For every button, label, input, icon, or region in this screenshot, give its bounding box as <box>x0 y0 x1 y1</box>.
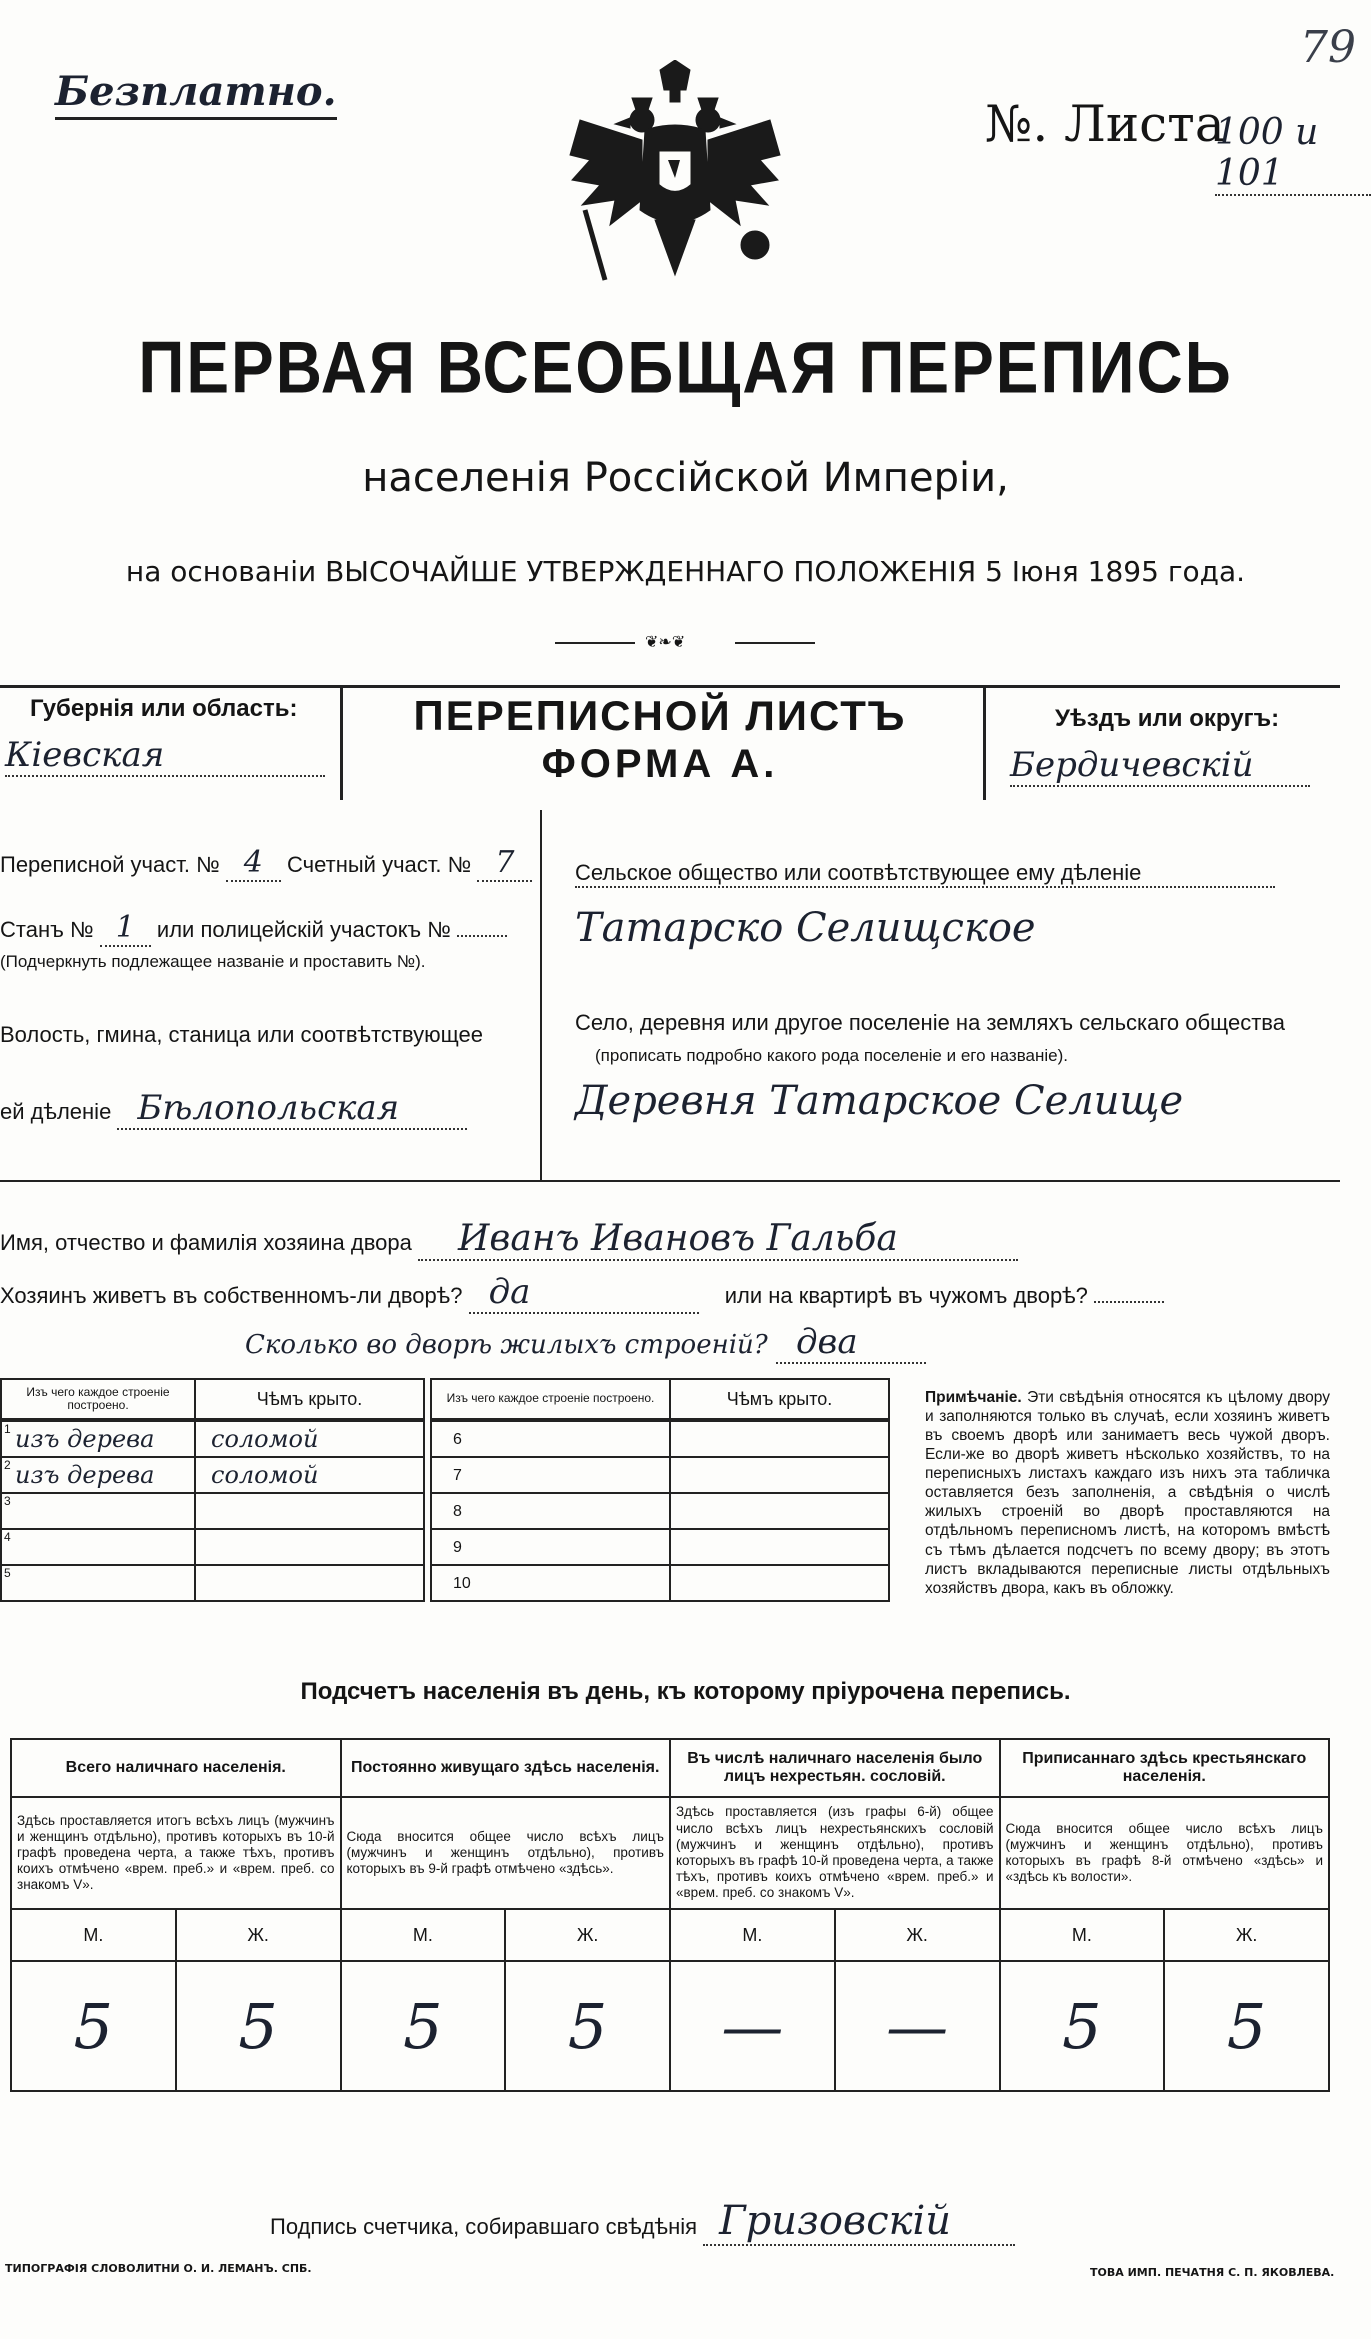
volost-value: Бѣлопольская <box>117 1088 467 1130</box>
female-count: 5 <box>505 1961 670 2091</box>
police-label: или полицейскій участокъ № <box>156 917 451 942</box>
building-row <box>1 1421 424 1457</box>
female-count: — <box>835 1961 1000 2091</box>
info-divider-vertical <box>540 810 542 1180</box>
form-name: ФОРМА А. <box>541 742 779 786</box>
printer-left: ТИПОГРАФІЯ СЛОВОЛИТНИ О. И. ЛЕМАНЪ. СПБ. <box>5 2262 312 2275</box>
building-material-cell <box>431 1529 670 1565</box>
printer-right: ТОВА ИМП. ПЕЧАТНЯ С. П. ЯКОВЛЕВА. <box>1090 2266 1335 2279</box>
census-district-value: 4 <box>226 845 281 882</box>
population-table <box>10 1738 1330 2092</box>
owner-name-label: Имя, отчество и фамилія хозяина двора <box>0 1230 412 1255</box>
owner-own-label: Хозяинъ живетъ въ собственномъ-ли дворѣ? <box>0 1283 463 1308</box>
building-row <box>431 1529 889 1565</box>
stan-line <box>0 910 507 945</box>
building-roof-cell <box>195 1529 424 1565</box>
coat-of-arms-icon <box>560 60 790 310</box>
buildings-note <box>925 1388 1330 1598</box>
corner-number: 79 <box>1300 22 1356 73</box>
building-roof-cell <box>670 1529 889 1565</box>
building-material: изъ дерева <box>15 1461 155 1489</box>
owner-rent-label: или на квартирѣ въ чужомъ дворѣ? <box>724 1283 1088 1308</box>
building-row <box>1 1493 424 1529</box>
info-divider-horizontal <box>0 1180 1340 1182</box>
building-row-number: 7 <box>453 1467 462 1484</box>
society-label: Сельское общество или соотвѣтствующее ему дѣленіе <box>575 860 1275 888</box>
building-material-cell <box>431 1457 670 1493</box>
population-group-head: Въ числѣ наличнаго населенія было лицъ нехрестьян. сословій. <box>670 1739 1000 1797</box>
col-roof-header-2: Чѣмъ крыто. <box>670 1379 889 1419</box>
building-roof: соломой <box>211 1461 319 1489</box>
building-row-number: 1 <box>4 1422 11 1436</box>
stan-note: (Подчеркнуть подлежащее названіе и проставить №). <box>0 952 426 971</box>
buildings-value: два <box>776 1322 926 1364</box>
building-row-number: 9 <box>453 1539 462 1556</box>
population-group-head: Постоянно живущаго здѣсь населенія. <box>341 1739 671 1797</box>
building-roof <box>197 1569 211 1597</box>
male-count: — <box>670 1961 835 2091</box>
signature-value: Гризовскій <box>703 2198 1015 2246</box>
male-count: 5 <box>1000 1961 1165 2091</box>
building-material-cell <box>1 1457 195 1493</box>
form-title: ПЕРЕПИСНОЙ ЛИСТЪ <box>413 692 907 739</box>
building-material: изъ дерева <box>15 1425 155 1453</box>
building-material-cell <box>1 1493 195 1529</box>
signature-label: Подпись счетчика, собиравшаго свѣдѣнія <box>270 2214 698 2239</box>
male-header: М. <box>670 1909 835 1961</box>
owner-own-line <box>0 1272 1164 1314</box>
sheet-number-label: №. Листа <box>985 95 1225 153</box>
census-subtitle: населенія Россійской Имперіи, <box>362 455 1009 501</box>
census-title: ПЕРВАЯ ВСЕОБЩАЯ ПЕРЕПИСЬ <box>138 325 1233 409</box>
female-header: Ж. <box>835 1909 1000 1961</box>
uezd-value: Бердичевскій <box>1010 745 1310 787</box>
building-row-number: 2 <box>4 1458 11 1472</box>
village-note: (прописать подробно какого рода поселеніе и его названіе). <box>595 1046 1069 1065</box>
building-row <box>431 1493 889 1529</box>
building-roof-cell <box>670 1457 889 1493</box>
buildings-line <box>245 1322 926 1364</box>
count-district-value: 7 <box>477 845 532 882</box>
building-row <box>431 1565 889 1601</box>
building-row-number: 6 <box>453 1431 462 1448</box>
building-row <box>1 1457 424 1493</box>
building-roof-cell <box>195 1421 424 1457</box>
building-row-number: 5 <box>4 1566 11 1580</box>
male-header: М. <box>11 1909 176 1961</box>
village-label: Село, деревня или другое поселеніе на земляхъ сельскаго общества <box>575 1010 1285 1035</box>
census-basis: на основаніи ВЫСОЧАЙШЕ УТВЕРЖДЕННАГО ПОЛОЖЕНІЯ 5 Іюня 1895 года. <box>125 555 1246 588</box>
village-value: Деревня Татарское Селище <box>575 1078 1184 1124</box>
male-count: 5 <box>341 1961 506 2091</box>
uezd-label: Уѣздъ или округъ: <box>1055 705 1280 732</box>
guberniya-label: Губернія или область: <box>30 695 298 722</box>
building-row-number: 8 <box>453 1503 462 1520</box>
building-material-cell <box>1 1421 195 1457</box>
building-material-cell <box>431 1565 670 1601</box>
building-roof-cell <box>195 1565 424 1601</box>
male-count: 5 <box>11 1961 176 2091</box>
building-roof <box>197 1497 211 1525</box>
society-value: Татарско Селищское <box>575 905 1036 951</box>
female-count: 5 <box>1164 1961 1329 2091</box>
building-row <box>1 1529 424 1565</box>
building-material-cell <box>1 1529 195 1565</box>
sheet-number-value: 100 и 101 <box>1215 112 1371 196</box>
population-group-desc: Сюда вносится общее число всѣхъ лицъ (мужчинъ и женщинъ отдѣльно), противъ которыхъ въ графѣ 8-й отмѣчено «здѣсь» и «здѣсь къ волости». <box>1000 1797 1330 1909</box>
stan-value: 1 <box>100 910 151 947</box>
population-group-desc: Здѣсь проставляется (изъ графы 6-й) общее число всѣхъ лицъ нехрестьянскихъ сословій (мужчинъ и женщинъ отдѣльно), противъ которыхъ въ графѣ 10-й проведена черта, а также тѣхъ, противъ коихъ отмѣчено «врем. преб.» и «врем. преб. со знакомъ V». <box>670 1797 1000 1909</box>
volost-label-2: ей дѣленіе <box>0 1099 112 1124</box>
building-roof-cell <box>195 1493 424 1529</box>
buildings-rows-left <box>0 1420 425 1602</box>
buildings-table-right <box>430 1378 890 1602</box>
note-title: Примѣчаніе. <box>925 1389 1022 1406</box>
owner-name-value: Иванъ Ивановъ Гальба <box>418 1218 1018 1261</box>
building-row-number: 4 <box>4 1530 11 1544</box>
building-row-number: 10 <box>453 1575 471 1592</box>
male-header: М. <box>1000 1909 1165 1961</box>
census-district-label: Переписной участ. № <box>0 852 220 877</box>
population-group-desc: Здѣсь проставляется итогъ всѣхъ лицъ (мужчинъ и женщинъ отдѣльно), противъ которыхъ въ 10-й графѣ проведена черта, а также тѣхъ, противъ коихъ отмѣчено «врем. преб.» и «врем. преб. со знакомъ V». <box>11 1797 341 1909</box>
col-material-header-2: Изъ чего каждое строеніе построено. <box>431 1379 670 1419</box>
owner-name-line <box>0 1218 1018 1261</box>
stan-label: Станъ № <box>0 917 94 942</box>
signature-line <box>270 2198 1015 2246</box>
female-header: Ж. <box>1164 1909 1329 1961</box>
col-material-header: Изъ чего каждое строеніе построено. <box>1 1379 195 1419</box>
building-roof: соломой <box>211 1425 319 1453</box>
buildings-table-left <box>0 1378 425 1602</box>
population-group-desc: Сюда вносится общее число всѣхъ лицъ (мужчинъ и женщинъ отдѣльно), противъ которыхъ въ 9-й графѣ отмѣчено «здѣсь». <box>341 1797 671 1909</box>
building-roof-cell <box>670 1493 889 1529</box>
census-district-line <box>0 845 532 880</box>
population-group-head: Приписаннаго здѣсь крестьянскаго населенія. <box>1000 1739 1330 1797</box>
female-count: 5 <box>176 1961 341 2091</box>
buildings-label: Сколько во дворѣ жилыхъ строеній? <box>245 1330 768 1360</box>
building-row <box>431 1421 889 1457</box>
building-roof-cell <box>670 1421 889 1457</box>
owner-own-value: да <box>469 1272 699 1314</box>
building-material-cell <box>431 1421 670 1457</box>
building-roof <box>197 1533 211 1561</box>
buildings-rows-right <box>430 1420 890 1602</box>
note-body: Эти свѣдѣнія относятся къ цѣлому двору и заполняются только въ случаѣ, если хозяинъ живетъ въ своемъ дворѣ или занимаетъ весь чужой дворъ. Если-же во дворѣ живетъ нѣсколько хозяйствъ, то на переписныхъ листахъ каждаго изъ нихъ эта табличка оставляется безъ заполненія, а свѣдѣнія о числѣ жилыхъ строеній во дворѣ проставляются на отдѣльномъ переписномъ листѣ, на которомъ вмѣстѣ съ тѣмъ дѣлается подсчетъ по всему двору; въ этотъ листъ вкладываются переписные листы отдѣльныхъ хозяйствъ двора, какъ въ обложку. <box>925 1389 1331 1597</box>
guberniya-value: Кіевская <box>5 735 325 777</box>
building-material-cell <box>1 1565 195 1601</box>
population-group-head: Всего наличнаго населенія. <box>11 1739 341 1797</box>
male-header: М. <box>341 1909 506 1961</box>
volost-line <box>0 1088 467 1130</box>
count-district-label: Счетный участ. № <box>287 852 472 877</box>
building-row-number: 3 <box>4 1494 11 1508</box>
volost-label: Волость, гмина, станица или соотвѣтствующее <box>0 1022 483 1047</box>
ornament-divider: ❦❧❦ <box>555 638 815 648</box>
building-roof-cell <box>670 1565 889 1601</box>
building-roof-cell <box>195 1457 424 1493</box>
building-row <box>1 1565 424 1601</box>
female-header: Ж. <box>176 1909 341 1961</box>
building-material-cell <box>431 1493 670 1529</box>
building-row <box>431 1457 889 1493</box>
female-header: Ж. <box>505 1909 670 1961</box>
population-title: Подсчетъ населенія въ день, къ которому пріурочена перепись. <box>300 1678 1071 1705</box>
col-roof-header: Чѣмъ крыто. <box>195 1379 424 1419</box>
free-stamp: Безплатно. <box>55 68 337 120</box>
